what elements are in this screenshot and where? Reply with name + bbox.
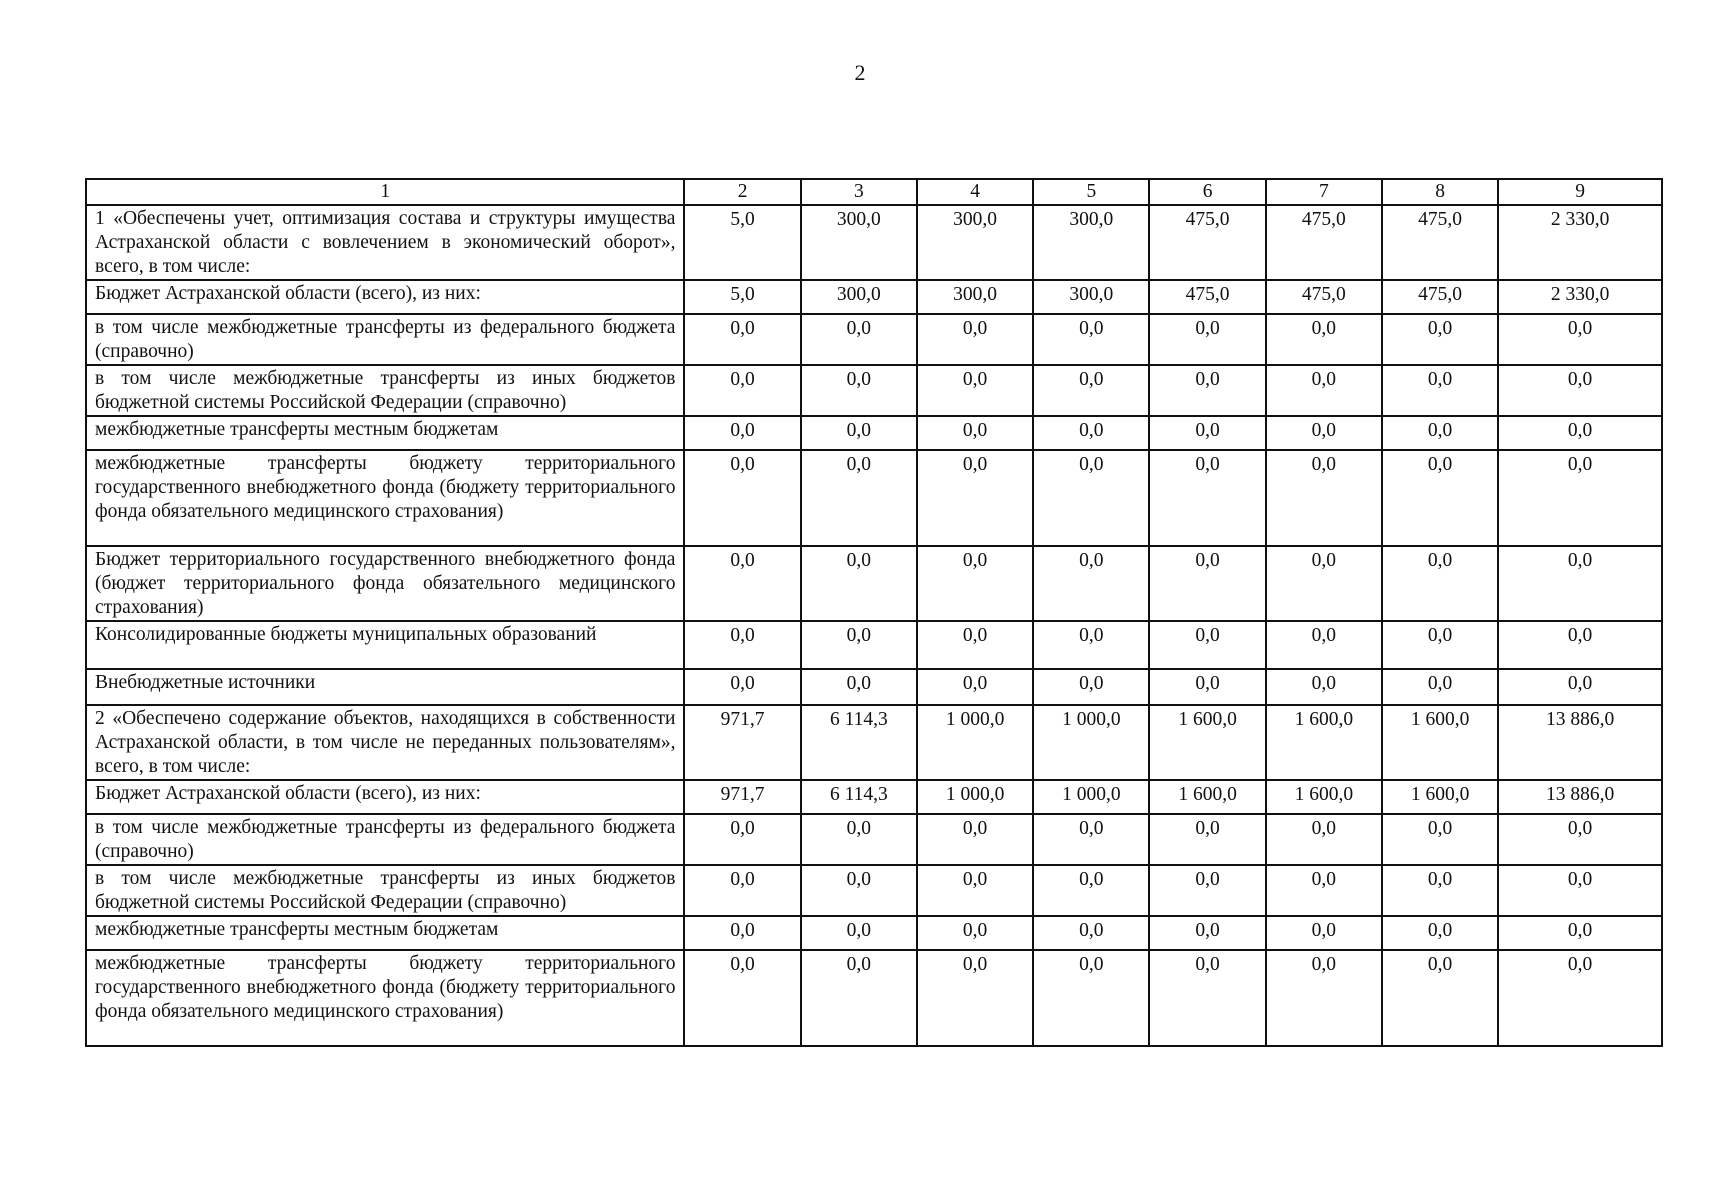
row-label: Бюджет Астраханской области (всего), из них: (86, 280, 684, 314)
value-cell: 0,0 (1149, 314, 1265, 365)
value-cell: 0,0 (801, 621, 917, 669)
column-header: 4 (917, 179, 1033, 205)
value-cell: 1 600,0 (1382, 705, 1498, 780)
value-cell: 0,0 (1149, 865, 1265, 916)
column-header: 9 (1498, 179, 1662, 205)
value-cell: 475,0 (1382, 280, 1498, 314)
value-cell: 0,0 (1382, 916, 1498, 950)
row-label: в том числе межбюджетные трансферты из иных бюджетов бюджетной системы Российской Федерации (справочно) (86, 365, 684, 416)
value-cell: 0,0 (1149, 450, 1265, 546)
value-cell: 5,0 (684, 205, 800, 280)
row-label: межбюджетные трансферты бюджету территориального государственного внебюджетного фонда (бюджету территориального фонда обязательного медицинского страхования) (86, 950, 684, 1046)
value-cell: 0,0 (1266, 365, 1382, 416)
value-cell: 0,0 (1149, 669, 1265, 705)
value-cell: 0,0 (917, 916, 1033, 950)
value-cell: 0,0 (917, 416, 1033, 450)
value-cell: 0,0 (1498, 314, 1662, 365)
value-cell: 0,0 (1266, 416, 1382, 450)
value-cell: 0,0 (684, 950, 800, 1046)
value-cell: 13 886,0 (1498, 780, 1662, 814)
value-cell: 0,0 (917, 865, 1033, 916)
value-cell: 0,0 (1033, 546, 1149, 621)
row-label: в том числе межбюджетные трансферты из иных бюджетов бюджетной системы Российской Федерации (справочно) (86, 865, 684, 916)
value-cell: 0,0 (1266, 669, 1382, 705)
value-cell: 0,0 (1149, 916, 1265, 950)
value-cell: 0,0 (917, 365, 1033, 416)
column-header: 7 (1266, 179, 1382, 205)
value-cell: 0,0 (684, 314, 800, 365)
table-row (86, 705, 1662, 780)
value-cell: 6 114,3 (801, 780, 917, 814)
value-cell: 13 886,0 (1498, 705, 1662, 780)
value-cell: 0,0 (801, 950, 917, 1046)
column-header: 3 (801, 179, 917, 205)
table-row (86, 314, 1662, 365)
value-cell: 0,0 (684, 814, 800, 865)
value-cell: 0,0 (1382, 621, 1498, 669)
value-cell: 0,0 (1033, 669, 1149, 705)
value-cell: 0,0 (1498, 365, 1662, 416)
value-cell: 0,0 (1149, 950, 1265, 1046)
value-cell: 0,0 (1033, 365, 1149, 416)
value-cell: 1 000,0 (917, 705, 1033, 780)
value-cell: 0,0 (1382, 814, 1498, 865)
value-cell: 0,0 (801, 669, 917, 705)
value-cell: 0,0 (1033, 950, 1149, 1046)
value-cell: 0,0 (1266, 621, 1382, 669)
value-cell: 0,0 (801, 546, 917, 621)
value-cell: 0,0 (917, 546, 1033, 621)
value-cell: 1 000,0 (1033, 780, 1149, 814)
value-cell: 0,0 (1033, 450, 1149, 546)
value-cell: 300,0 (917, 280, 1033, 314)
value-cell: 0,0 (1033, 814, 1149, 865)
column-header: 8 (1382, 179, 1498, 205)
value-cell: 0,0 (801, 865, 917, 916)
row-label: Консолидированные бюджеты муниципальных образований (86, 621, 684, 669)
value-cell: 0,0 (1033, 865, 1149, 916)
value-cell: 0,0 (684, 865, 800, 916)
value-cell: 300,0 (801, 280, 917, 314)
page-number: 2 (854, 60, 866, 85)
row-label: межбюджетные трансферты местным бюджетам (86, 416, 684, 450)
value-cell: 1 600,0 (1149, 780, 1265, 814)
value-cell: 0,0 (1149, 365, 1265, 416)
value-cell: 0,0 (1266, 314, 1382, 365)
value-cell: 0,0 (1382, 450, 1498, 546)
value-cell: 475,0 (1266, 205, 1382, 280)
value-cell: 2 330,0 (1498, 205, 1662, 280)
value-cell: 0,0 (917, 950, 1033, 1046)
table-row (86, 669, 1662, 705)
value-cell: 0,0 (1266, 814, 1382, 865)
value-cell: 0,0 (1149, 416, 1265, 450)
value-cell: 0,0 (1498, 814, 1662, 865)
value-cell: 0,0 (801, 416, 917, 450)
value-cell: 971,7 (684, 705, 800, 780)
value-cell: 0,0 (684, 450, 800, 546)
table-row (86, 780, 1662, 814)
value-cell: 0,0 (1382, 669, 1498, 705)
value-cell: 0,0 (684, 621, 800, 669)
table-row (86, 365, 1662, 416)
value-cell: 475,0 (1149, 205, 1265, 280)
column-header: 1 (86, 179, 684, 205)
table-row (86, 950, 1662, 1046)
table-body (86, 205, 1662, 1046)
value-cell: 0,0 (1498, 546, 1662, 621)
value-cell: 0,0 (684, 546, 800, 621)
value-cell: 0,0 (684, 669, 800, 705)
row-label: Внебюджетные источники (86, 669, 684, 705)
table-row (86, 416, 1662, 450)
value-cell: 1 000,0 (917, 780, 1033, 814)
value-cell: 0,0 (1498, 865, 1662, 916)
value-cell: 0,0 (1149, 546, 1265, 621)
value-cell: 475,0 (1149, 280, 1265, 314)
value-cell: 0,0 (801, 314, 917, 365)
value-cell: 1 600,0 (1266, 780, 1382, 814)
value-cell: 0,0 (801, 365, 917, 416)
table-row (86, 865, 1662, 916)
table-row (86, 450, 1662, 546)
value-cell: 0,0 (1266, 450, 1382, 546)
value-cell: 0,0 (1382, 416, 1498, 450)
value-cell: 1 600,0 (1382, 780, 1498, 814)
value-cell: 0,0 (1498, 621, 1662, 669)
value-cell: 0,0 (1498, 450, 1662, 546)
value-cell: 0,0 (1033, 314, 1149, 365)
row-label: 1 «Обеспечены учет, оптимизация состава и структуры имущества Астраханской области с вовлечением в экономический оборот», всего, в том числе: (86, 205, 684, 280)
value-cell: 971,7 (684, 780, 800, 814)
row-label: межбюджетные трансферты местным бюджетам (86, 916, 684, 950)
value-cell: 0,0 (1149, 621, 1265, 669)
value-cell: 1 000,0 (1033, 705, 1149, 780)
value-cell: 1 600,0 (1266, 705, 1382, 780)
row-label: в том числе межбюджетные трансферты из федерального бюджета (справочно) (86, 314, 684, 365)
value-cell: 0,0 (801, 814, 917, 865)
value-cell: 300,0 (1033, 280, 1149, 314)
row-label: в том числе межбюджетные трансферты из федерального бюджета (справочно) (86, 814, 684, 865)
table-row (86, 814, 1662, 865)
table-row (86, 205, 1662, 280)
value-cell: 0,0 (1382, 546, 1498, 621)
value-cell: 0,0 (1382, 365, 1498, 416)
value-cell: 6 114,3 (801, 705, 917, 780)
value-cell: 0,0 (801, 916, 917, 950)
header-row (86, 179, 1662, 205)
value-cell: 0,0 (801, 450, 917, 546)
row-label: межбюджетные трансферты бюджету территориального государственного внебюджетного фонда (бюджету территориального фонда обязательного медицинского страхования) (86, 450, 684, 546)
budget-table (85, 178, 1663, 1047)
value-cell: 0,0 (1266, 916, 1382, 950)
value-cell: 475,0 (1266, 280, 1382, 314)
value-cell: 0,0 (1149, 814, 1265, 865)
value-cell: 0,0 (917, 814, 1033, 865)
row-label: 2 «Обеспечено содержание объектов, находящихся в собственности Астраханской области, в том числе не переданных пользователям», всего, в том числе: (86, 705, 684, 780)
column-header: 6 (1149, 179, 1265, 205)
value-cell: 0,0 (917, 621, 1033, 669)
value-cell: 0,0 (917, 450, 1033, 546)
value-cell: 0,0 (1382, 865, 1498, 916)
value-cell: 300,0 (917, 205, 1033, 280)
value-cell: 0,0 (684, 416, 800, 450)
column-header: 2 (684, 179, 800, 205)
table-row (86, 546, 1662, 621)
value-cell: 0,0 (1033, 621, 1149, 669)
value-cell: 0,0 (1382, 950, 1498, 1046)
value-cell: 0,0 (1498, 916, 1662, 950)
value-cell: 0,0 (1266, 950, 1382, 1046)
row-label: Бюджет территориального государственного внебюджетного фонда (бюджет территориального фонда обязательного медицинского страхования) (86, 546, 684, 621)
column-header: 5 (1033, 179, 1149, 205)
table-row (86, 916, 1662, 950)
value-cell: 475,0 (1382, 205, 1498, 280)
value-cell: 0,0 (1266, 546, 1382, 621)
table-row (86, 621, 1662, 669)
value-cell: 0,0 (917, 314, 1033, 365)
value-cell: 0,0 (1033, 416, 1149, 450)
value-cell: 0,0 (1498, 669, 1662, 705)
value-cell: 0,0 (684, 916, 800, 950)
value-cell: 0,0 (1498, 416, 1662, 450)
value-cell: 5,0 (684, 280, 800, 314)
value-cell: 0,0 (917, 669, 1033, 705)
value-cell: 0,0 (1382, 314, 1498, 365)
value-cell: 0,0 (1033, 916, 1149, 950)
value-cell: 300,0 (801, 205, 917, 280)
value-cell: 0,0 (684, 365, 800, 416)
value-cell: 0,0 (1498, 950, 1662, 1046)
table-row (86, 280, 1662, 314)
value-cell: 0,0 (1266, 865, 1382, 916)
row-label: Бюджет Астраханской области (всего), из них: (86, 780, 684, 814)
value-cell: 2 330,0 (1498, 280, 1662, 314)
value-cell: 1 600,0 (1149, 705, 1265, 780)
value-cell: 300,0 (1033, 205, 1149, 280)
